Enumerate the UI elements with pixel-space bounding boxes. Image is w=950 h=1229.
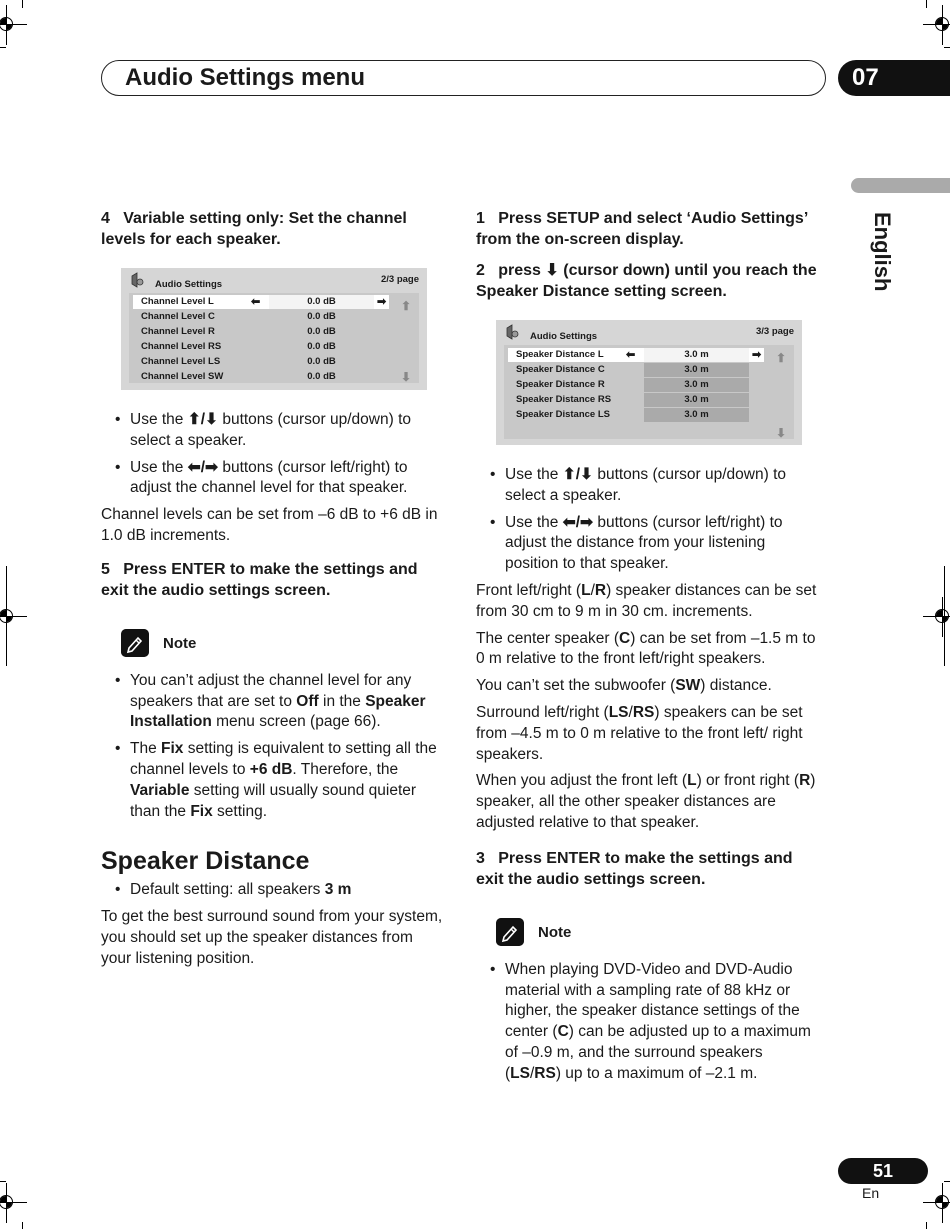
note-bullet-off: • You can’t adjust the channel level for any speakers that are set to Off in the Speaker Installation menu screen (page 66).: [115, 671, 426, 731]
trim-line: [0, 47, 6, 48]
crop-mark-bottom-left: [0, 1183, 27, 1223]
screen-page-indicator: 2/3 page: [380, 274, 419, 285]
step-2: 2 press ⬇ (cursor down) until you reach the Speaker Distance setting screen.: [476, 262, 817, 300]
scroll-down-icon[interactable]: ⬇: [776, 426, 787, 440]
left-column: [101, 208, 446, 976]
trim-line: [944, 1181, 950, 1182]
right-column: [476, 208, 821, 1091]
channel-level-screen: [121, 268, 427, 390]
step-3: 3 Press ENTER to make the settings and exit the audio settings screen.: [476, 849, 793, 888]
up-down-arrows-icon: ⬆/⬇: [562, 466, 594, 483]
step-1: 1 Press SETUP and select ‘Audio Settings’ from the on-screen display.: [476, 210, 808, 248]
language-label: English: [870, 212, 895, 292]
page-number-badge: 51: [838, 1158, 928, 1184]
settings-row[interactable]: Speaker Distance R 3.0 m: [508, 378, 764, 392]
note-header: Note: [121, 629, 446, 657]
left-right-arrows-icon: ⬅/➡: [562, 513, 594, 531]
arrow-left-icon: ⬅: [251, 296, 261, 308]
trim-line: [944, 47, 950, 48]
trim-line: [944, 566, 945, 666]
step-4: 4 Variable setting only: Set the channel levels for each speaker.: [101, 210, 407, 248]
bullet-cursor-left-right: • Use the ⬅/➡ buttons (cursor left/right) to adjust the distance from your listening position to that speaker.: [490, 513, 783, 573]
crop-mark-top-left: [0, 5, 27, 45]
settings-row[interactable]: Channel Level C 0.0 dB: [141, 311, 336, 322]
bullet-cursor-up-down: • Use the ⬆/⬇ buttons (cursor up/down) to select a speaker.: [115, 411, 412, 449]
speaker-icon: [130, 272, 144, 288]
crop-mark-bottom-right: [923, 1183, 950, 1223]
trim-line: [926, 1222, 927, 1229]
note-bullet-sampling-rate: • When playing DVD-Video and DVD-Audio material with a sampling rate of 88 kHz or higher, the speaker distance settings of the center (C) can be adjusted up to a maximum of –0.9 m, and the surround speakers (LS/RS) up to a maximum of –2.1 m.: [490, 960, 811, 1082]
settings-row[interactable]: Channel Level SW 0.0 dB: [141, 371, 336, 382]
settings-list: [129, 293, 419, 383]
trim-line: [0, 1181, 6, 1182]
bullet-cursor-up-down: • Use the ⬆/⬇ buttons (cursor up/down) to select a speaker.: [490, 466, 787, 504]
screen-title: Audio Settings: [155, 279, 223, 290]
settings-row-selected[interactable]: Speaker Distance L ⬅ 3.0 m ➡: [508, 348, 764, 362]
speaker-distance-screen: [496, 320, 802, 445]
subwoofer-paragraph: You can’t set the subwoofer (SW) distance.: [476, 677, 772, 695]
step-5: 5 Press ENTER to make the settings and exit the audio settings screen.: [101, 560, 418, 599]
settings-row-selected[interactable]: Channel Level L ⬅ 0.0 dB ➡: [133, 295, 389, 309]
settings-row[interactable]: Channel Level R 0.0 dB: [141, 326, 336, 337]
settings-row[interactable]: Channel Level RS 0.0 dB: [141, 341, 336, 352]
trim-line: [22, 1222, 23, 1229]
scroll-up-icon[interactable]: ⬆: [401, 299, 412, 313]
section-title: Speaker Distance: [101, 847, 310, 876]
up-down-arrows-icon: ⬆/⬇: [187, 411, 219, 428]
arrow-right-icon: ➡: [377, 296, 387, 308]
settings-list: [504, 345, 794, 439]
center-distance-paragraph: The center speaker (C) can be set from –1.5 m to 0 m relative to the front left/right speakers.: [476, 629, 816, 668]
arrow-left-icon: ⬅: [626, 349, 636, 361]
levels-paragraph: Channel levels can be set from –6 dB to +6 dB in 1.0 dB increments.: [101, 506, 438, 544]
left-right-arrows-icon: ⬅/➡: [187, 458, 219, 476]
arrow-down-icon: ⬇: [545, 262, 559, 279]
intro-paragraph: To get the best surround sound from your system, you should set up the speaker distances from your listening position.: [101, 908, 443, 967]
settings-row[interactable]: Speaker Distance C 3.0 m: [508, 363, 764, 377]
language-tab-marker: [851, 178, 950, 193]
settings-row[interactable]: Speaker Distance RS 3.0 m: [508, 393, 764, 407]
trim-line: [6, 566, 7, 666]
note-pencil-icon: [496, 918, 524, 946]
adjust-relative-paragraph: When you adjust the front left (L) or front right (R) speaker, all the other speaker distances are adjusted relative to that speaker.: [476, 772, 816, 831]
crop-mark-top-right: [923, 5, 950, 45]
page-lang-code: En: [862, 1185, 880, 1201]
arrow-right-icon: ➡: [752, 349, 762, 361]
scroll-down-icon[interactable]: ⬇: [401, 370, 412, 384]
trim-line: [926, 0, 927, 8]
note-bullet-fix: • The Fix setting is equivalent to setting all the channel levels to +6 dB. Therefore, the Variable setting will usually sound quieter than the Fix setting.: [115, 740, 437, 820]
bullet-cursor-left-right: • Use the ⬅/➡ buttons (cursor left/right) to adjust the channel level for that speaker.: [115, 458, 408, 497]
trim-line: [22, 0, 23, 8]
page-title: Audio Settings menu: [125, 64, 365, 91]
settings-row[interactable]: Channel Level LS 0.0 dB: [141, 356, 336, 367]
screen-page-indicator: 3/3 page: [755, 326, 794, 337]
screen-title: Audio Settings: [530, 331, 598, 342]
front-distance-paragraph: Front left/right (L/R) speaker distances can be set from 30 cm to 9 m in 30 cm. increments.: [476, 581, 817, 620]
surround-distance-paragraph: Surround left/right (LS/RS) speakers can be set from –4.5 m to 0 m relative to the front left/ right speakers.: [476, 703, 803, 763]
scroll-up-icon[interactable]: ⬆: [776, 351, 787, 365]
note-pencil-icon: [121, 629, 149, 657]
note-header: Note: [496, 918, 821, 946]
settings-row[interactable]: Speaker Distance LS 3.0 m: [508, 408, 764, 422]
crop-mark-mid-right: [923, 597, 950, 637]
speaker-icon: [505, 324, 519, 340]
default-setting-bullet: • Default setting: all speakers 3 m: [115, 881, 352, 899]
chapter-number-tab: 07: [838, 60, 950, 96]
crop-mark-mid-left: [0, 597, 27, 637]
